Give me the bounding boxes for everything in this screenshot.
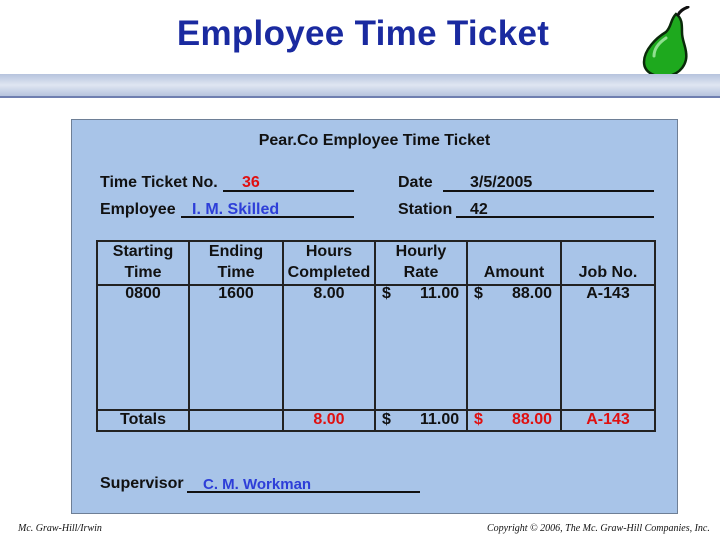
ticket-heading: Pear.Co Employee Time Ticket	[258, 132, 491, 149]
date-label: Date	[398, 174, 433, 191]
totals-rate-currency: $	[382, 411, 391, 428]
cell-amount-currency: $	[474, 285, 483, 302]
employee-label: Employee	[100, 201, 176, 218]
supervisor-value: C. M. Workman	[203, 476, 312, 493]
ticket-no-label: Time Ticket No.	[100, 174, 218, 191]
totals-job-no: A-143	[586, 411, 630, 428]
cell-start-time: 0800	[125, 285, 161, 302]
header-hourly-rate: Hourly Rate	[395, 243, 447, 281]
station-value: 42	[470, 201, 488, 218]
header-starting-time: Starting Time	[112, 243, 174, 281]
cell-end-time: 1600	[218, 285, 254, 302]
date-value: 3/5/2005	[470, 174, 533, 191]
totals-label: Totals	[120, 411, 166, 428]
cell-hours: 8.00	[313, 285, 345, 302]
pear-icon	[636, 6, 698, 82]
supervisor-label: Supervisor	[100, 475, 184, 492]
totals-rate: 11.00	[420, 411, 460, 428]
footer-copyright: Copyright © 2006, The Mc. Graw-Hill Companies, Inc.	[487, 523, 710, 534]
slide-title: Employee Time Ticket	[176, 14, 550, 53]
cell-amount: 88.00	[512, 285, 553, 302]
employee-value: I. M. Skilled	[192, 201, 280, 218]
footer-publisher: Mc. Graw-Hill/Irwin	[18, 523, 102, 534]
station-label: Station	[398, 201, 453, 218]
header-ending-time: Ending Time	[208, 243, 264, 281]
totals-hours: 8.00	[313, 411, 345, 428]
cell-rate-currency: $	[382, 285, 391, 302]
header-job-no: Job No.	[578, 264, 638, 281]
ticket-no-value: 36	[242, 174, 260, 191]
totals-amount-currency: $	[474, 411, 483, 428]
header-amount: Amount	[483, 264, 545, 281]
time-ticket-form	[71, 119, 678, 514]
header-band	[0, 74, 720, 96]
header-divider	[0, 96, 720, 98]
cell-job-no: A-143	[586, 285, 630, 302]
header-hours-completed: Hours Completed	[287, 243, 371, 281]
totals-amount: 88.00	[512, 411, 553, 428]
cell-rate: 11.00	[420, 285, 460, 302]
